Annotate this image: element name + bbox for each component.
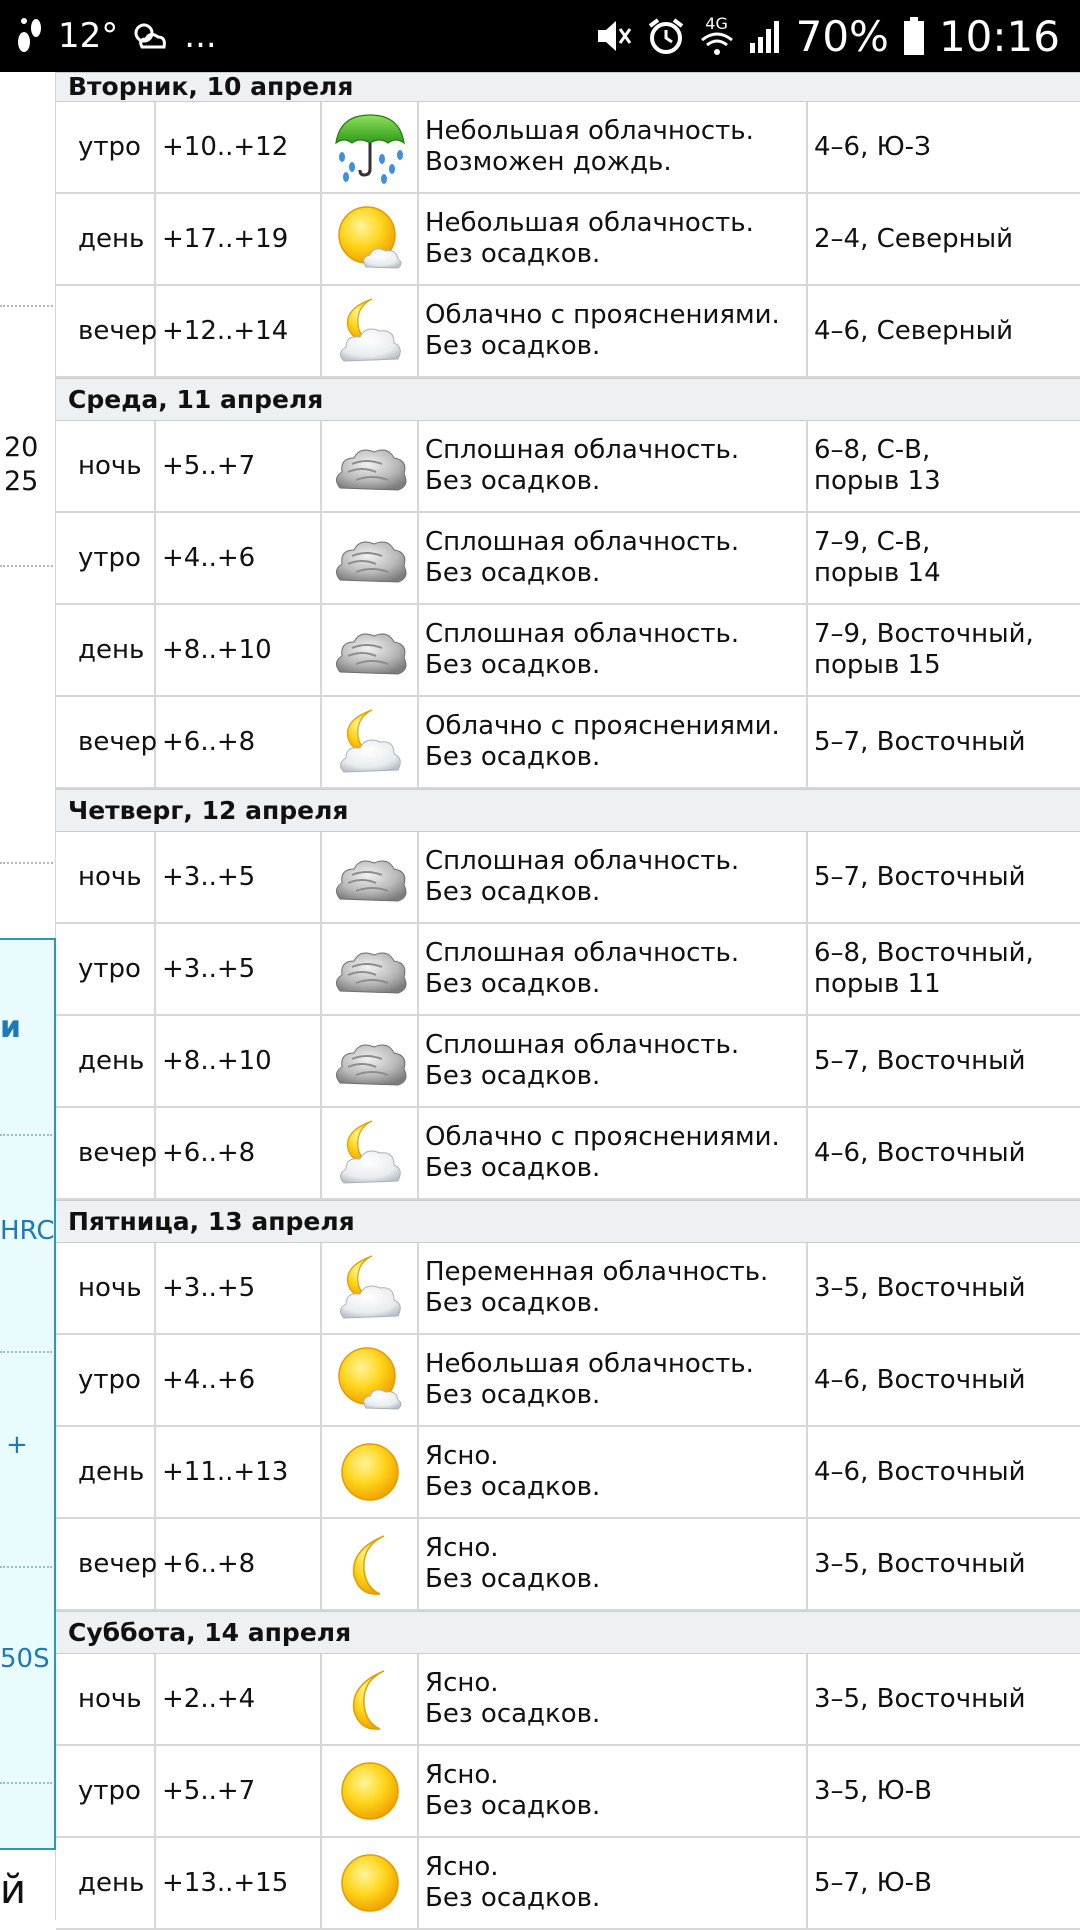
wind-info	[808, 832, 1080, 922]
day-header: Четверг, 12 апреля	[56, 789, 1080, 832]
description-line-1: Сплошная облачность.	[425, 1030, 740, 1060]
divider	[0, 1566, 52, 1568]
temperature-range: +8..+10	[156, 605, 322, 695]
forecast-row	[56, 697, 1080, 789]
wind-info	[808, 102, 1080, 192]
wind-line-1: 5–7, Восточный	[814, 861, 1026, 892]
time-of-day: день	[56, 1838, 156, 1928]
time-of-day: день	[56, 194, 156, 284]
time-of-day: вечер	[56, 1108, 156, 1198]
description-line-2: Без осадков.	[425, 1061, 601, 1091]
description-line-1: Небольшая облачность.	[425, 116, 754, 146]
description-line-2: Без осадков.	[425, 331, 601, 361]
wind-line-2: порыв 11	[814, 969, 941, 999]
description-line-2: Без осадков.	[425, 877, 601, 907]
weather-description	[419, 513, 808, 603]
weather-description	[419, 1519, 808, 1609]
wind-info	[808, 1654, 1080, 1744]
description-line-1: Облачно с прояснениями.	[425, 300, 780, 330]
overcast-icon	[322, 513, 419, 603]
battery-icon	[903, 16, 925, 56]
day-header: Пятница, 13 апреля	[56, 1200, 1080, 1243]
description-line-1: Облачно с прояснениями.	[425, 711, 780, 741]
weather-description	[419, 1108, 808, 1198]
time-of-day: утро	[56, 1335, 156, 1425]
forecast-row	[56, 1519, 1080, 1611]
wind-info	[808, 605, 1080, 695]
weather-description	[419, 421, 808, 511]
time-of-day: ночь	[56, 1654, 156, 1744]
weather-description	[419, 924, 808, 1014]
wind-info	[808, 1243, 1080, 1333]
sidebar-number-2: 25	[4, 466, 39, 497]
time-of-day: ночь	[56, 421, 156, 511]
time-of-day: ночь	[56, 832, 156, 922]
divider	[0, 565, 53, 567]
forecast-row	[56, 1335, 1080, 1427]
status-temperature: 12°	[58, 16, 119, 56]
temperature-range: +4..+6	[156, 513, 322, 603]
sidebar-number-1: 20	[4, 432, 39, 463]
time-of-day: ночь	[56, 1243, 156, 1333]
weather-description	[419, 832, 808, 922]
description-line-2: Без осадков.	[425, 1791, 601, 1821]
description-line-1: Переменная облачность.	[425, 1257, 769, 1287]
sun-cloud-icon	[322, 1335, 419, 1425]
wind-line-1: 6–8, С-В,	[814, 435, 931, 465]
footsteps-icon	[14, 16, 44, 56]
day-header: Среда, 11 апреля	[56, 378, 1080, 421]
rain-umbrella-icon	[322, 102, 419, 192]
description-line-1: Ясно.	[425, 1668, 499, 1698]
day-header: Суббота, 14 апреля	[56, 1611, 1080, 1654]
description-line-2: Без осадков.	[425, 1699, 601, 1729]
moon-cloud-icon	[322, 1243, 419, 1333]
forecast-row	[56, 924, 1080, 1016]
weather-description	[419, 605, 808, 695]
description-line-2: Без осадков.	[425, 742, 601, 772]
time-of-day: утро	[56, 102, 156, 192]
weather-description	[419, 697, 808, 787]
weather-description	[419, 102, 808, 192]
description-line-2: Без осадков.	[425, 466, 601, 496]
time-of-day: день	[56, 1427, 156, 1517]
forecast-row	[56, 1746, 1080, 1838]
forecast-row	[56, 286, 1080, 378]
weather-description	[419, 1335, 808, 1425]
description-line-1: Ясно.	[425, 1533, 499, 1563]
overcast-icon	[322, 924, 419, 1014]
wind-line-1: 5–7, Ю-В	[814, 1867, 932, 1898]
wind-info	[808, 421, 1080, 511]
description-line-1: Небольшая облачность.	[425, 1349, 754, 1379]
temperature-range: +6..+8	[156, 697, 322, 787]
wind-info	[808, 697, 1080, 787]
temperature-range: +3..+5	[156, 832, 322, 922]
forecast-row	[56, 1016, 1080, 1108]
description-line-1: Сплошная облачность.	[425, 527, 740, 557]
forecast-row	[56, 421, 1080, 513]
weather-description	[419, 1746, 808, 1836]
wind-line-1: 5–7, Восточный	[814, 726, 1026, 757]
temperature-range: +3..+5	[156, 924, 322, 1014]
moon-icon	[322, 1654, 419, 1744]
description-line-2: Без осадков.	[425, 239, 601, 269]
left-sidebar	[0, 72, 56, 1920]
signal-icon	[748, 19, 782, 53]
forecast-row	[56, 1427, 1080, 1519]
temperature-range: +4..+6	[156, 1335, 322, 1425]
wind-line-1: 7–9, С-В,	[814, 527, 931, 557]
description-line-1: Сплошная облачность.	[425, 938, 740, 968]
wind-line-2: порыв 13	[814, 466, 941, 496]
temperature-range: +6..+8	[156, 1519, 322, 1609]
temperature-range: +5..+7	[156, 1746, 322, 1836]
alarm-icon	[646, 16, 686, 56]
wind-line-1: 4–6, Ю-З	[814, 131, 931, 162]
wind-line-2: порыв 15	[814, 650, 941, 680]
weather-description	[419, 194, 808, 284]
wind-line-1: 4–6, Северный	[814, 315, 1014, 346]
moon-cloud-icon	[322, 1108, 419, 1198]
description-line-1: Сплошная облачность.	[425, 435, 740, 465]
description-line-2: Без осадков.	[425, 1153, 601, 1183]
description-line-1: Небольшая облачность.	[425, 208, 754, 238]
temperature-range: +6..+8	[156, 1108, 322, 1198]
temperature-range: +12..+14	[156, 286, 322, 376]
temperature-range: +10..+12	[156, 102, 322, 192]
description-line-1: Облачно с прояснениями.	[425, 1122, 780, 1152]
description-line-1: Сплошная облачность.	[425, 619, 740, 649]
wind-info	[808, 1746, 1080, 1836]
temperature-range: +13..+15	[156, 1838, 322, 1928]
sidebar-panel-item[interactable]: и	[0, 1010, 22, 1045]
divider	[0, 1351, 52, 1353]
wind-line-1: 2–4, Северный	[814, 223, 1014, 254]
time-of-day: утро	[56, 1746, 156, 1836]
time-of-day: утро	[56, 924, 156, 1014]
temperature-range: +3..+5	[156, 1243, 322, 1333]
wind-info	[808, 1427, 1080, 1517]
time-of-day: утро	[56, 513, 156, 603]
wind-line-1: 3–5, Восточный	[814, 1548, 1026, 1579]
overcast-icon	[322, 421, 419, 511]
description-line-2: Без осадков.	[425, 1472, 601, 1502]
wind-info	[808, 1335, 1080, 1425]
mute-icon	[594, 17, 632, 55]
status-time: 10:16	[938, 11, 1060, 61]
description-line-2: Без осадков.	[425, 558, 601, 588]
wind-info	[808, 194, 1080, 284]
status-more: ...	[184, 16, 217, 56]
divider	[0, 862, 53, 864]
forecast-row	[56, 1838, 1080, 1930]
temperature-range: +11..+13	[156, 1427, 322, 1517]
wind-info	[808, 924, 1080, 1014]
description-line-1: Ясно.	[425, 1760, 499, 1790]
overcast-icon	[322, 605, 419, 695]
moon-icon	[322, 1519, 419, 1609]
sidebar-panel[interactable]	[0, 938, 56, 1850]
wind-line-1: 3–5, Восточный	[814, 1683, 1026, 1714]
status-bar	[0, 0, 1080, 72]
wind-line-1: 4–6, Восточный	[814, 1364, 1026, 1395]
temperature-range: +5..+7	[156, 421, 322, 511]
divider	[0, 305, 53, 307]
temperature-range: +17..+19	[156, 194, 322, 284]
divider	[0, 1134, 52, 1136]
weather-description	[419, 1838, 808, 1928]
forecast-row	[56, 1108, 1080, 1200]
weather-description	[419, 1016, 808, 1106]
moon-cloud-icon	[322, 697, 419, 787]
sun-icon	[322, 1427, 419, 1517]
forecast-row	[56, 513, 1080, 605]
description-line-1: Ясно.	[425, 1441, 499, 1471]
sun-cloud-icon	[322, 194, 419, 284]
forecast-row	[56, 102, 1080, 194]
sun-icon	[322, 1838, 419, 1928]
wind-line-1: 4–6, Восточный	[814, 1137, 1026, 1168]
weather-cloud-icon	[132, 19, 170, 53]
description-line-1: Сплошная облачность.	[425, 846, 740, 876]
forecast-row	[56, 832, 1080, 924]
forecast-row	[56, 1243, 1080, 1335]
battery-percent: 70%	[795, 11, 889, 61]
description-line-2: Без осадков.	[425, 1883, 601, 1913]
day-header: Вторник, 10 апреля	[56, 72, 1080, 102]
description-line-2: Без осадков.	[425, 1380, 601, 1410]
overcast-icon	[322, 832, 419, 922]
wind-line-2: порыв 14	[814, 558, 941, 588]
sidebar-panel-item[interactable]: +	[6, 1430, 28, 1460]
temperature-range: +8..+10	[156, 1016, 322, 1106]
time-of-day: вечер	[56, 697, 156, 787]
moon-cloud-icon	[322, 286, 419, 376]
description-line-1: Ясно.	[425, 1852, 499, 1882]
wind-info	[808, 286, 1080, 376]
forecast-row	[56, 605, 1080, 697]
description-line-2: Без осадков.	[425, 969, 601, 999]
weather-description	[419, 1427, 808, 1517]
sidebar-bottom-char: й	[0, 1867, 26, 1913]
weather-description	[419, 286, 808, 376]
wind-info	[808, 513, 1080, 603]
weather-description	[419, 1654, 808, 1744]
time-of-day: вечер	[56, 1519, 156, 1609]
forecast-table	[56, 72, 1080, 1930]
forecast-row	[56, 1654, 1080, 1746]
description-line-2: Без осадков.	[425, 650, 601, 680]
description-line-2: Без осадков.	[425, 1288, 601, 1318]
weather-description	[419, 1243, 808, 1333]
forecast-row	[56, 194, 1080, 286]
wind-line-1: 3–5, Ю-В	[814, 1775, 932, 1806]
description-line-2: Без осадков.	[425, 1564, 601, 1594]
wifi-4g-icon: 4G	[700, 16, 734, 56]
sun-icon	[322, 1746, 419, 1836]
wind-info	[808, 1016, 1080, 1106]
divider	[0, 1782, 52, 1784]
wind-line-1: 5–7, Восточный	[814, 1045, 1026, 1076]
wind-line-1: 4–6, Восточный	[814, 1456, 1026, 1487]
wind-line-1: 3–5, Восточный	[814, 1272, 1026, 1303]
sidebar-panel-item[interactable]: 50S	[0, 1644, 50, 1674]
time-of-day: день	[56, 605, 156, 695]
description-line-2: Возможен дождь.	[425, 147, 672, 177]
temperature-range: +2..+4	[156, 1654, 322, 1744]
wind-line-1: 7–9, Восточный,	[814, 619, 1034, 649]
time-of-day: вечер	[56, 286, 156, 376]
sidebar-panel-item[interactable]: HRC	[0, 1216, 55, 1246]
overcast-icon	[322, 1016, 419, 1106]
wind-line-1: 6–8, Восточный,	[814, 938, 1034, 968]
time-of-day: день	[56, 1016, 156, 1106]
wind-info	[808, 1519, 1080, 1609]
wind-info	[808, 1108, 1080, 1198]
wind-info	[808, 1838, 1080, 1928]
